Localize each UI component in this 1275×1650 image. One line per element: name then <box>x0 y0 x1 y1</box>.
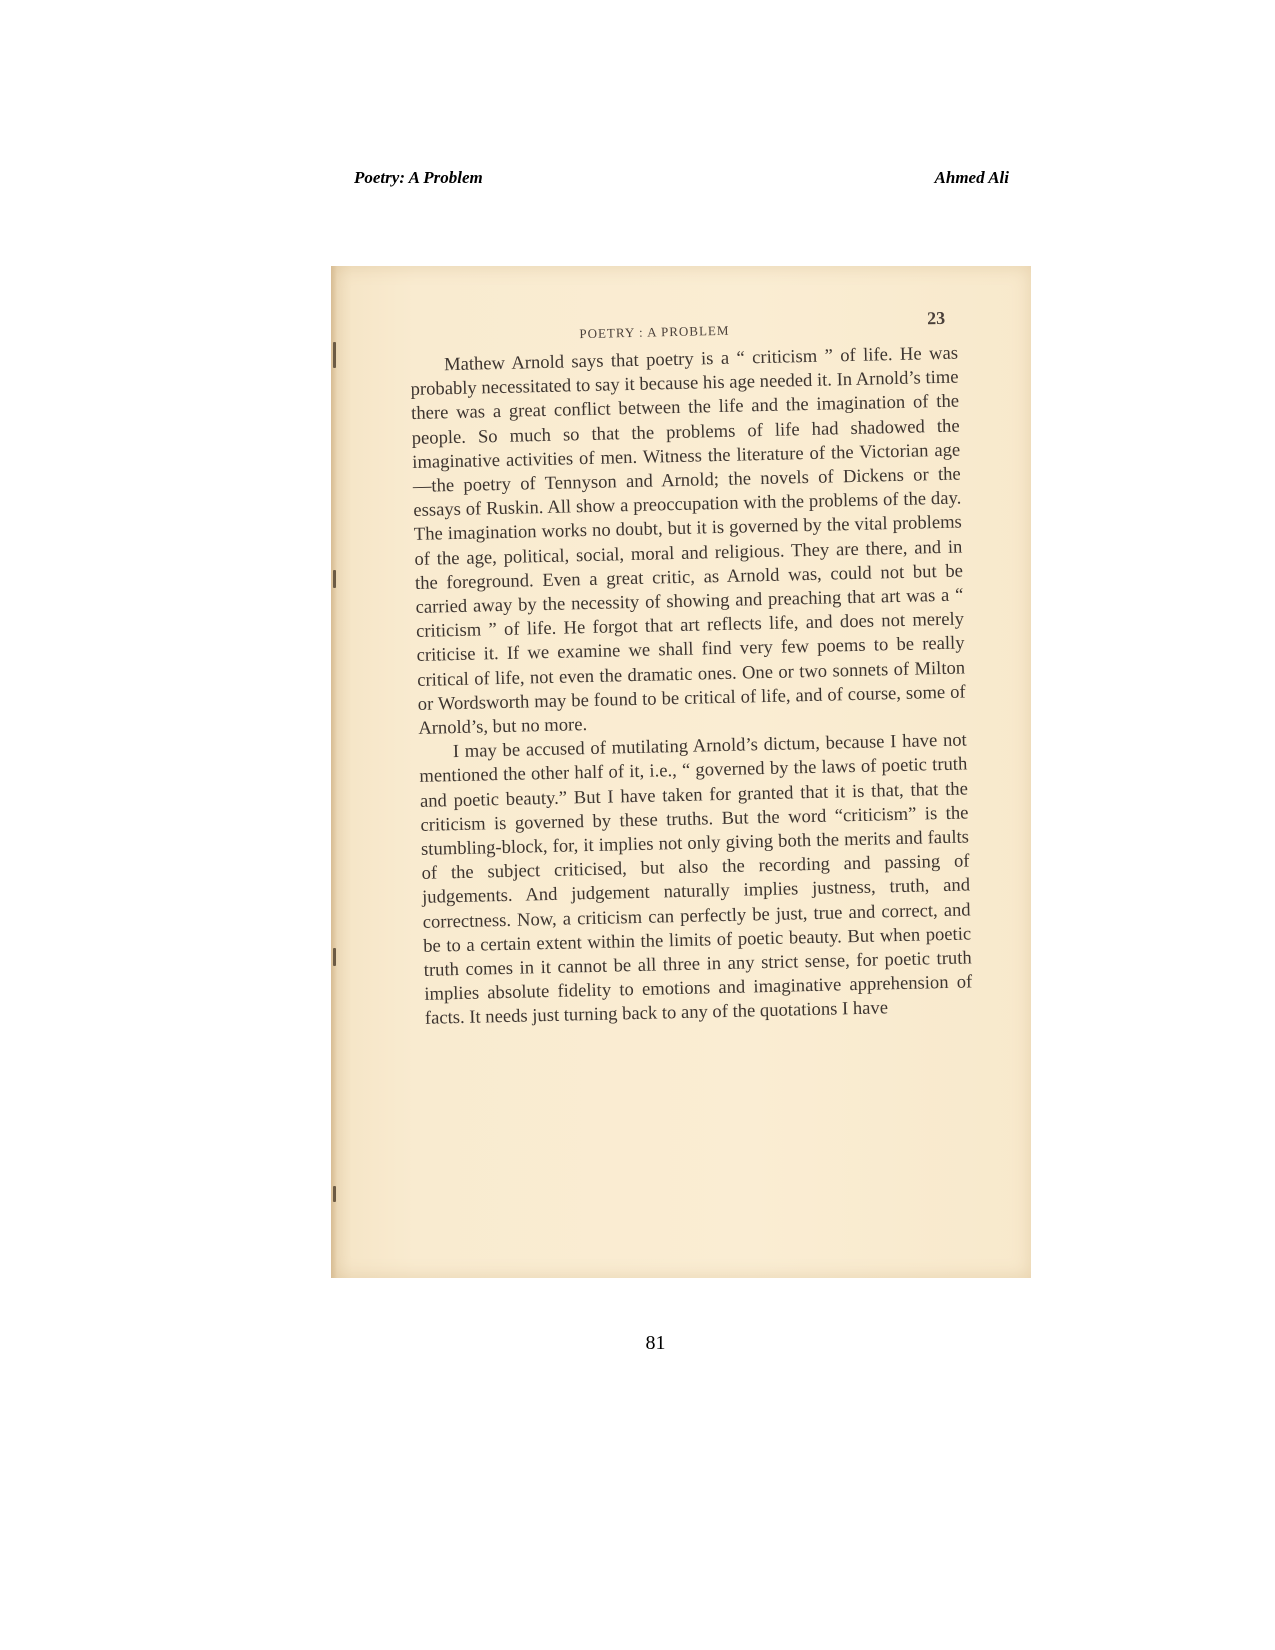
binding-mark <box>333 1186 336 1202</box>
book-page-number: 23 <box>926 307 946 329</box>
binding-mark <box>333 570 336 588</box>
paragraph: I may be accused of mutilating Arnold’s dictum, because I have not mentioned the other half of it, i.e., “ governed by the laws of poetic truth and poetic beauty.” But I have taken for granted that it is that, that the criticism is governed by these truths. But the word “criticism” is the stumbling-block, for, it implies not only giving both the merits and faults of the subject criticised, but also the recording and passing of judgements. And judgement naturally implies justness, truth, and correctness. Now, a criticism can perfectly be just, true and correct, and be to a certain extent within the limits of poetic beauty. But when poetic truth comes in it cannot be all three in any strict sense, for poetic truth implies absolute fidelity to emotions and imaginative apprehension of facts. It needs just turning back to any of the quotations I have <box>419 729 973 1030</box>
running-header-title: Poetry: A Problem <box>354 168 483 187</box>
scanned-book-page <box>331 266 1031 1278</box>
binding-mark <box>333 948 336 966</box>
book-page-content <box>409 306 973 1032</box>
page-number: 81 <box>645 1332 666 1354</box>
binding-mark <box>333 342 336 368</box>
book-header-title: POETRY : A PROBLEM <box>579 322 730 342</box>
book-running-head <box>409 306 958 348</box>
running-header-author: Ahmed Ali <box>934 168 1009 187</box>
paragraph: Mathew Arnold says that poetry is a “ criticism ” of life. He was probably necessitated to say it because his age needed it. In Arnold’s time there was a great conflict between the life and the imagination of the people. So much so that the problems of life had shadowed the imaginative activities of men. Witness the literature of the Victorian age—the poetry of Tennyson and Arnold; the novels of Dickens or the essays of Ruskin. All show a preoccupation with the problems of the day. The imagination works no doubt, but it is governed by the vital problems of the age, political, social, moral and religious. They are there, and in the foreground. Even a great critic, as Arnold was, could not but be carried away by the necessity of showing and preaching that art was a “ criticism ” of life. He forgot that art reflects life, and does not merely criticise it. If we examine we shall find very few poems to be really critical of life, not even the dramatic ones. One or two sonnets of Milton or Wordsworth may be found to be critical of life, and of course, some of Arnold’s, but no more. <box>410 342 966 739</box>
page-edge-shadow <box>331 266 337 1278</box>
